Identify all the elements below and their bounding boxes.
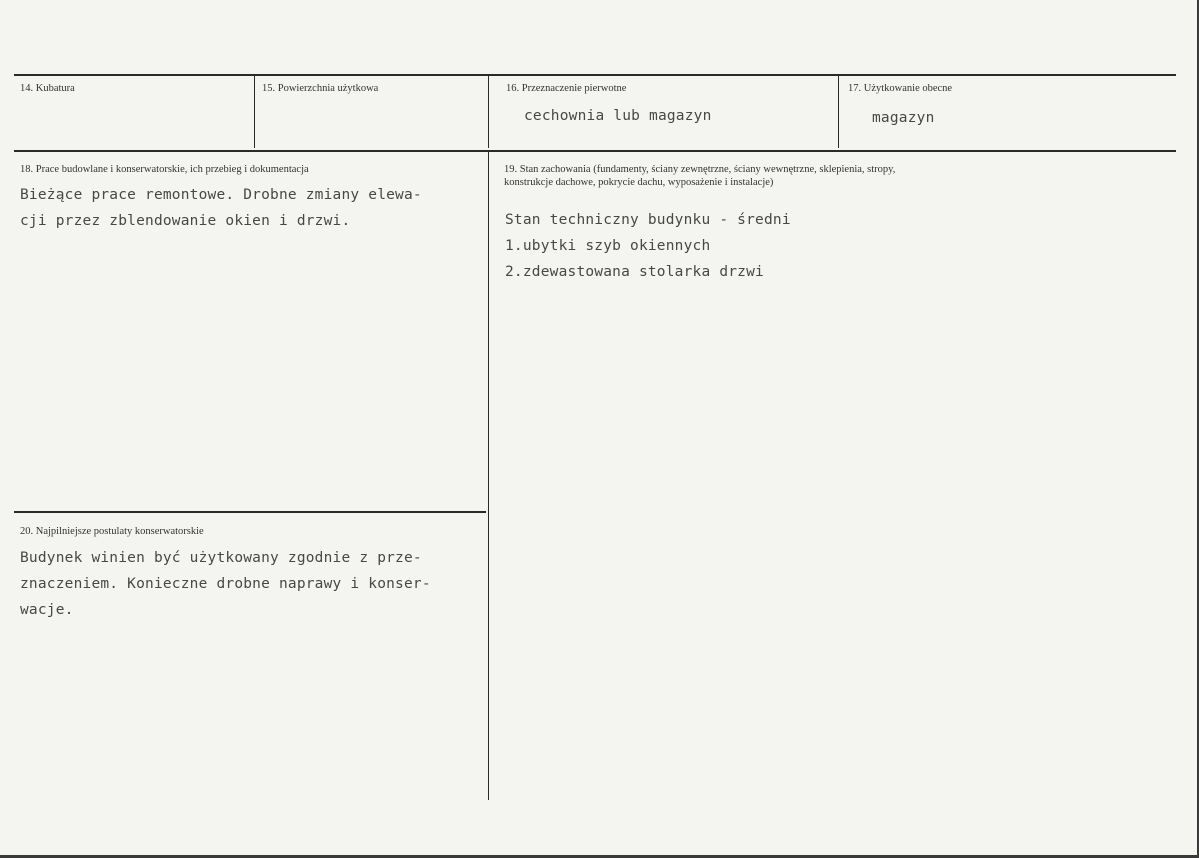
top-rule bbox=[14, 74, 1176, 76]
field-17-value: magazyn bbox=[872, 110, 935, 126]
divider-15-16 bbox=[488, 76, 489, 148]
field-20-line: Budynek winien być użytkowany zgodnie z prze- bbox=[20, 550, 422, 566]
field-19-label-line: 19. Stan zachowania (fundamenty, ściany zewnętrzne, ściany wewnętrzne, sklepienia, stropy, bbox=[504, 164, 896, 175]
field-20-line: wacje. bbox=[20, 602, 74, 618]
field-20-label: 20. Najpilniejsze postulaty konserwatorskie bbox=[20, 526, 204, 537]
divider-14-15 bbox=[254, 76, 255, 148]
field-17-label: 17. Użytkowanie obecne bbox=[848, 83, 953, 94]
field-20-line: znaczeniem. Konieczne drobne naprawy i konser- bbox=[20, 576, 431, 592]
field-20-text bbox=[20, 545, 431, 623]
field-18-line: Bieżące prace remontowe. Drobne zmiany elewa- bbox=[20, 187, 422, 203]
divider-16-17 bbox=[838, 76, 839, 148]
field-16-value: cechownia lub magazyn bbox=[524, 108, 712, 124]
field-19-label-line: konstrukcje dachowe, pokrycie dachu, wyposażenie i instalacje) bbox=[504, 177, 774, 188]
field-18-text bbox=[20, 182, 422, 234]
section-20-rule bbox=[14, 511, 486, 513]
field-18-line: cji przez zblendowanie okien i drzwi. bbox=[20, 213, 351, 229]
field-18-label: 18. Prace budowlane i konserwatorskie, ich przebieg i dokumentacja bbox=[20, 164, 309, 175]
field-14-label: 14. Kubatura bbox=[20, 83, 75, 94]
field-16-label: 16. Przeznaczenie pierwotne bbox=[506, 83, 627, 94]
field-19-line: Stan techniczny budynku - średni bbox=[505, 212, 791, 228]
middle-rule bbox=[14, 150, 1176, 152]
field-19-text bbox=[505, 207, 791, 285]
field-19-line: 2.zdewastowana stolarka drzwi bbox=[505, 264, 764, 280]
field-19-label bbox=[504, 163, 895, 189]
field-15-label: 15. Powierzchnia użytkowa bbox=[262, 83, 379, 94]
divider-main-column bbox=[488, 152, 489, 800]
field-19-line: 1.ubytki szyb okiennych bbox=[505, 238, 711, 254]
